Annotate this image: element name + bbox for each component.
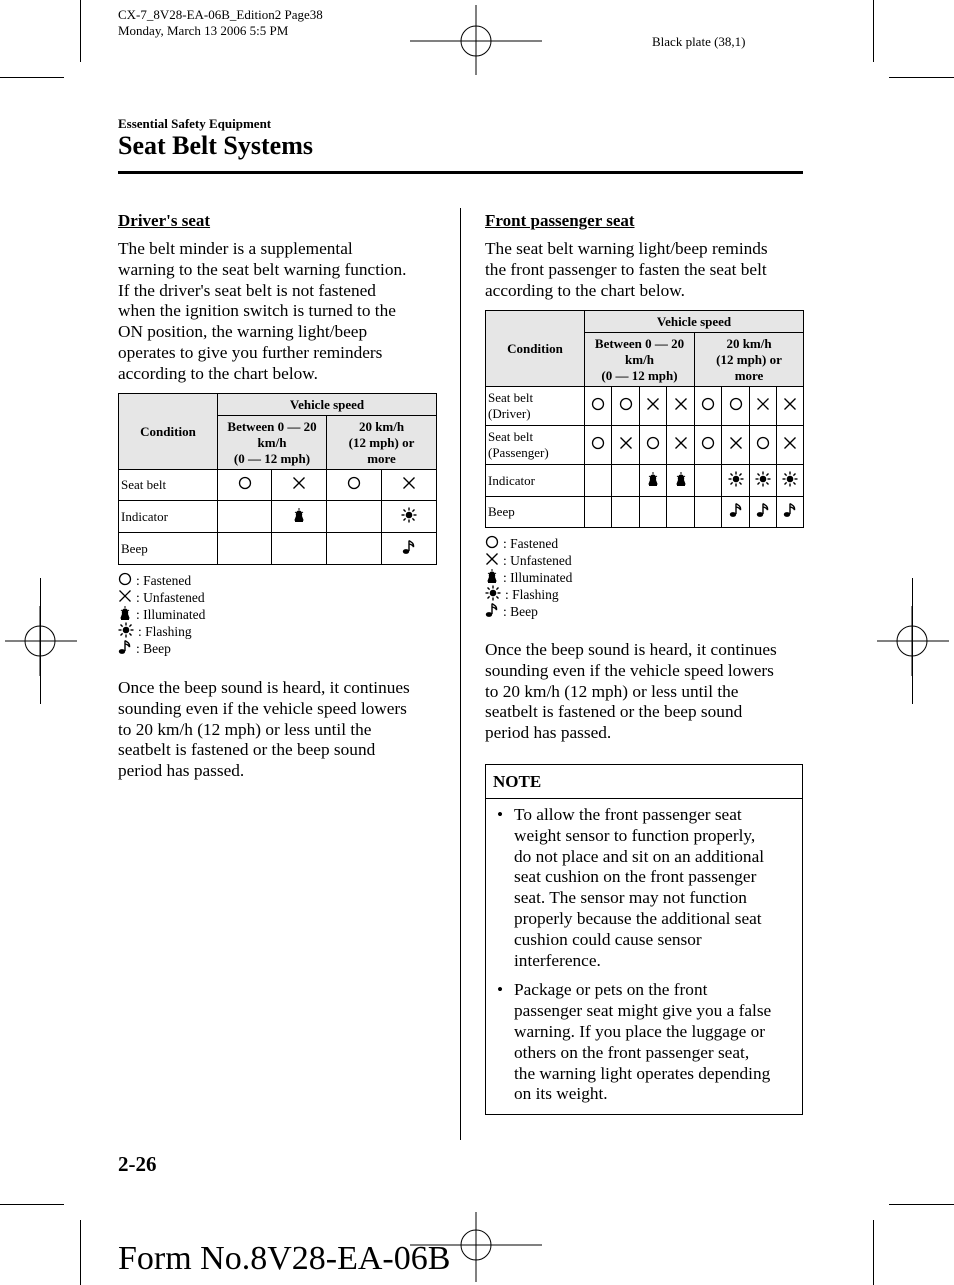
text-line: sounding even if the vehicle speed lowers bbox=[118, 698, 407, 718]
row-label: Seat belt bbox=[119, 470, 218, 501]
registration-mark-right-icon bbox=[877, 606, 949, 676]
text-line: when the ignition switch is turned to the bbox=[118, 301, 396, 321]
text-line: operates to give you further reminders bbox=[118, 342, 383, 362]
table-cell bbox=[218, 470, 272, 501]
fastened-icon bbox=[619, 397, 633, 415]
fastened-icon bbox=[238, 476, 252, 494]
high-speed-header bbox=[695, 333, 804, 387]
text-line: warning to the seat belt warning function. bbox=[118, 259, 407, 279]
fastened-icon bbox=[646, 436, 660, 454]
legend-item bbox=[118, 589, 205, 606]
registration-mark-top-icon bbox=[410, 5, 542, 75]
table-cell bbox=[585, 465, 612, 497]
text-line: to 20 km/h (12 mph) or less until the bbox=[118, 719, 372, 739]
row-label bbox=[486, 426, 585, 465]
note-box bbox=[485, 764, 803, 1115]
legend-label: : Unfastened bbox=[136, 590, 205, 605]
text-line: Package or pets on the front bbox=[514, 980, 708, 1000]
table-cell bbox=[695, 387, 722, 426]
form-number: Form No.8V28-EA-06B bbox=[118, 1240, 451, 1277]
note-list bbox=[486, 799, 802, 1105]
header-line: Between 0 — 20 bbox=[227, 418, 317, 434]
legend-label: : Flashing bbox=[138, 624, 192, 639]
table-cell bbox=[585, 426, 612, 465]
legend-label: : Beep bbox=[503, 604, 538, 619]
table-cell bbox=[777, 465, 804, 497]
text-line: The belt minder is a supplemental bbox=[118, 239, 353, 258]
beep-icon bbox=[756, 502, 770, 522]
table-cell bbox=[640, 426, 667, 465]
legend-item bbox=[485, 603, 572, 620]
table-cell bbox=[585, 387, 612, 426]
file-name-line: CX-7_8V28-EA-06B_Edition2 Page38 bbox=[118, 7, 323, 22]
table-cell bbox=[585, 497, 612, 528]
bullet-icon: • bbox=[497, 805, 504, 824]
row-label: Beep bbox=[119, 533, 218, 565]
text-line: sounding even if the vehicle speed lowers bbox=[485, 660, 774, 680]
text-line: ON position, the warning light/beep bbox=[118, 322, 368, 342]
flashing-icon bbox=[782, 471, 798, 491]
beep-icon bbox=[729, 502, 743, 522]
front-passenger-outro bbox=[485, 640, 777, 744]
beep-icon bbox=[402, 539, 416, 559]
condition-header: Condition bbox=[119, 394, 218, 470]
flashing-icon bbox=[755, 471, 771, 491]
bullet-icon: • bbox=[497, 980, 504, 1000]
unfastened-icon bbox=[729, 436, 743, 454]
unfastened-icon bbox=[674, 436, 688, 454]
legend-item bbox=[485, 535, 572, 552]
plate-label: Black plate (38,1) bbox=[652, 34, 746, 49]
legend-label: : Fastened bbox=[136, 573, 192, 588]
text-line: seat cushion on the front passenger bbox=[514, 867, 757, 887]
high-speed-header bbox=[327, 416, 437, 470]
fastened-icon bbox=[485, 535, 499, 553]
table-row bbox=[486, 497, 804, 528]
page-number: 2-26 bbox=[118, 1152, 157, 1176]
text-line: cushion could cause sensor bbox=[514, 929, 702, 949]
legend-label: : Unfastened bbox=[503, 553, 572, 568]
row-label: Indicator bbox=[486, 465, 585, 497]
condition-header: Condition bbox=[486, 311, 585, 387]
fastened-icon bbox=[118, 572, 132, 590]
note-title: NOTE bbox=[486, 765, 802, 799]
header-line: more bbox=[734, 367, 764, 383]
text-line: The seat belt warning light/beep reminds bbox=[485, 239, 768, 258]
fastened-icon bbox=[729, 397, 743, 415]
beep-icon bbox=[485, 602, 499, 622]
text-line: Once the beep sound is heard, it continues bbox=[485, 640, 777, 659]
table-cell bbox=[722, 387, 750, 426]
header-line: Between 0 — 20 bbox=[594, 335, 685, 351]
row-label bbox=[486, 387, 585, 426]
header-line: (12 mph) or bbox=[716, 351, 782, 367]
passenger-seat-table bbox=[485, 310, 804, 528]
illuminated-icon bbox=[646, 471, 660, 491]
legend-label: : Fastened bbox=[503, 536, 559, 551]
text-line: weight sensor to function properly, bbox=[514, 825, 756, 845]
table-cell bbox=[722, 465, 750, 497]
text-line: Once the beep sound is heard, it continues bbox=[118, 678, 410, 697]
legend-item bbox=[118, 640, 205, 657]
section-label: Essential Safety Equipment bbox=[118, 116, 272, 131]
table-cell bbox=[695, 465, 722, 497]
illuminated-icon bbox=[674, 471, 688, 491]
table-row bbox=[486, 387, 804, 426]
fastened-icon bbox=[756, 436, 770, 454]
fastened-icon bbox=[347, 476, 361, 494]
driver-legend bbox=[118, 572, 205, 657]
table-cell bbox=[640, 497, 667, 528]
table-cell bbox=[272, 533, 327, 565]
header-line: (0 — 12 mph) bbox=[233, 450, 311, 466]
text-line: period has passed. bbox=[485, 723, 612, 743]
vehicle-speed-header: Vehicle speed bbox=[218, 394, 437, 416]
passenger-legend bbox=[485, 535, 572, 620]
text-line: passenger seat might give you a false bbox=[514, 1001, 772, 1021]
table-row bbox=[486, 426, 804, 465]
vehicle-speed-header: Vehicle speed bbox=[585, 311, 804, 333]
legend-item bbox=[118, 623, 205, 640]
table-cell bbox=[777, 497, 804, 528]
legend-label: : Flashing bbox=[505, 587, 559, 602]
table-row bbox=[119, 501, 437, 533]
header-line: (12 mph) or bbox=[348, 434, 415, 450]
row-label-line: (Passenger) bbox=[488, 445, 549, 460]
unfastened-icon bbox=[646, 397, 660, 415]
text-line: interference. bbox=[514, 950, 601, 970]
header-line: km/h bbox=[625, 351, 654, 367]
flashing-icon bbox=[401, 507, 417, 527]
page-title: Seat Belt Systems bbox=[118, 131, 313, 160]
table-cell bbox=[777, 426, 804, 465]
table-cell bbox=[382, 533, 437, 565]
table-cell bbox=[750, 497, 777, 528]
table-cell bbox=[640, 465, 667, 497]
text-line: seat. The sensor may not function bbox=[514, 888, 747, 908]
text-line: on its weight. bbox=[514, 1084, 608, 1104]
front-passenger-intro bbox=[485, 239, 768, 301]
table-cell bbox=[750, 465, 777, 497]
table-row bbox=[486, 465, 804, 497]
table-cell bbox=[612, 387, 640, 426]
header-line: (0 — 12 mph) bbox=[601, 367, 678, 383]
table-cell bbox=[218, 501, 272, 533]
text-line: seatbelt is fastened or the beep sound bbox=[118, 740, 376, 760]
text-line: the front passenger to fasten the seat belt bbox=[485, 259, 767, 279]
row-label: Indicator bbox=[119, 501, 218, 533]
text-line: do not place and sit on an additional bbox=[514, 846, 765, 866]
text-line: If the driver's seat belt is not fastened bbox=[118, 280, 376, 300]
table-cell bbox=[667, 465, 695, 497]
legend-item bbox=[485, 569, 572, 586]
file-info bbox=[118, 7, 323, 39]
legend-item bbox=[118, 606, 205, 623]
unfastened-icon bbox=[756, 397, 770, 415]
table-row bbox=[119, 533, 437, 565]
legend-item bbox=[485, 552, 572, 569]
table-cell bbox=[612, 465, 640, 497]
text-line: according to the chart below. bbox=[485, 280, 685, 300]
header-line: more bbox=[367, 450, 396, 466]
header-line: 20 km/h bbox=[726, 335, 772, 351]
unfastened-icon bbox=[619, 436, 633, 454]
column-divider bbox=[460, 208, 461, 1140]
row-label-line: Seat belt bbox=[488, 390, 534, 405]
low-speed-header bbox=[218, 416, 327, 470]
table-cell bbox=[218, 533, 272, 565]
legend-label: : Beep bbox=[136, 641, 171, 656]
illuminated-icon bbox=[292, 507, 306, 527]
header-line: 20 km/h bbox=[358, 418, 405, 434]
fastened-icon bbox=[701, 436, 715, 454]
table-cell bbox=[272, 470, 327, 501]
table-cell bbox=[777, 387, 804, 426]
text-line: warning. If you place the luggage or bbox=[514, 1021, 765, 1041]
fastened-icon bbox=[591, 436, 605, 454]
table-cell bbox=[722, 426, 750, 465]
row-label-line: (Driver) bbox=[488, 406, 531, 421]
table-cell bbox=[667, 426, 695, 465]
table-cell bbox=[382, 470, 437, 501]
driver-seat-table bbox=[118, 393, 437, 565]
table-cell bbox=[667, 387, 695, 426]
legend-item bbox=[118, 572, 205, 589]
table-cell bbox=[667, 497, 695, 528]
table-cell bbox=[750, 387, 777, 426]
low-speed-header bbox=[585, 333, 695, 387]
table-cell bbox=[272, 501, 327, 533]
text-line: To allow the front passenger seat bbox=[514, 805, 742, 824]
unfastened-icon bbox=[783, 397, 797, 415]
beep-icon bbox=[783, 502, 797, 522]
drivers-seat-heading: Driver's seat bbox=[118, 211, 211, 230]
text-line: period has passed. bbox=[118, 761, 245, 781]
legend-label: : Illuminated bbox=[136, 607, 206, 622]
note-item bbox=[497, 980, 794, 1105]
legend-label: : Illuminated bbox=[503, 570, 573, 585]
table-cell bbox=[750, 426, 777, 465]
table-cell bbox=[327, 470, 382, 501]
table-cell bbox=[327, 501, 382, 533]
text-line: seatbelt is fastened or the beep sound bbox=[485, 702, 743, 722]
text-line: the warning light operates depending bbox=[514, 1063, 771, 1083]
table-cell bbox=[640, 387, 667, 426]
text-line: to 20 km/h (12 mph) or less until the bbox=[485, 681, 739, 701]
text-line: according to the chart below. bbox=[118, 363, 318, 383]
table-cell bbox=[695, 426, 722, 465]
drivers-seat-intro bbox=[118, 239, 406, 385]
table-cell bbox=[612, 426, 640, 465]
flashing-icon bbox=[728, 471, 744, 491]
table-cell bbox=[695, 497, 722, 528]
registration-mark-left-icon bbox=[5, 606, 77, 676]
text-line: properly because the additional seat bbox=[514, 908, 762, 928]
unfastened-icon bbox=[402, 476, 416, 494]
row-label-line: Seat belt bbox=[488, 429, 534, 444]
unfastened-icon bbox=[783, 436, 797, 454]
row-label: Beep bbox=[486, 497, 585, 528]
fastened-icon bbox=[701, 397, 715, 415]
unfastened-icon bbox=[292, 476, 306, 494]
fastened-icon bbox=[591, 397, 605, 415]
text-line: others on the front passenger seat, bbox=[514, 1042, 750, 1062]
drivers-seat-outro bbox=[118, 678, 410, 782]
legend-item bbox=[485, 586, 572, 603]
file-date-line: Monday, March 13 2006 5:5 PM bbox=[118, 23, 289, 38]
header-line: km/h bbox=[257, 434, 287, 450]
beep-icon bbox=[118, 639, 132, 659]
title-rule bbox=[118, 171, 803, 174]
front-passenger-seat-heading: Front passenger seat bbox=[485, 211, 635, 230]
table-cell bbox=[612, 497, 640, 528]
table-cell bbox=[382, 501, 437, 533]
table-row bbox=[119, 470, 437, 501]
unfastened-icon bbox=[674, 397, 688, 415]
table-cell bbox=[722, 497, 750, 528]
note-item bbox=[497, 805, 794, 971]
table-cell bbox=[327, 533, 382, 565]
